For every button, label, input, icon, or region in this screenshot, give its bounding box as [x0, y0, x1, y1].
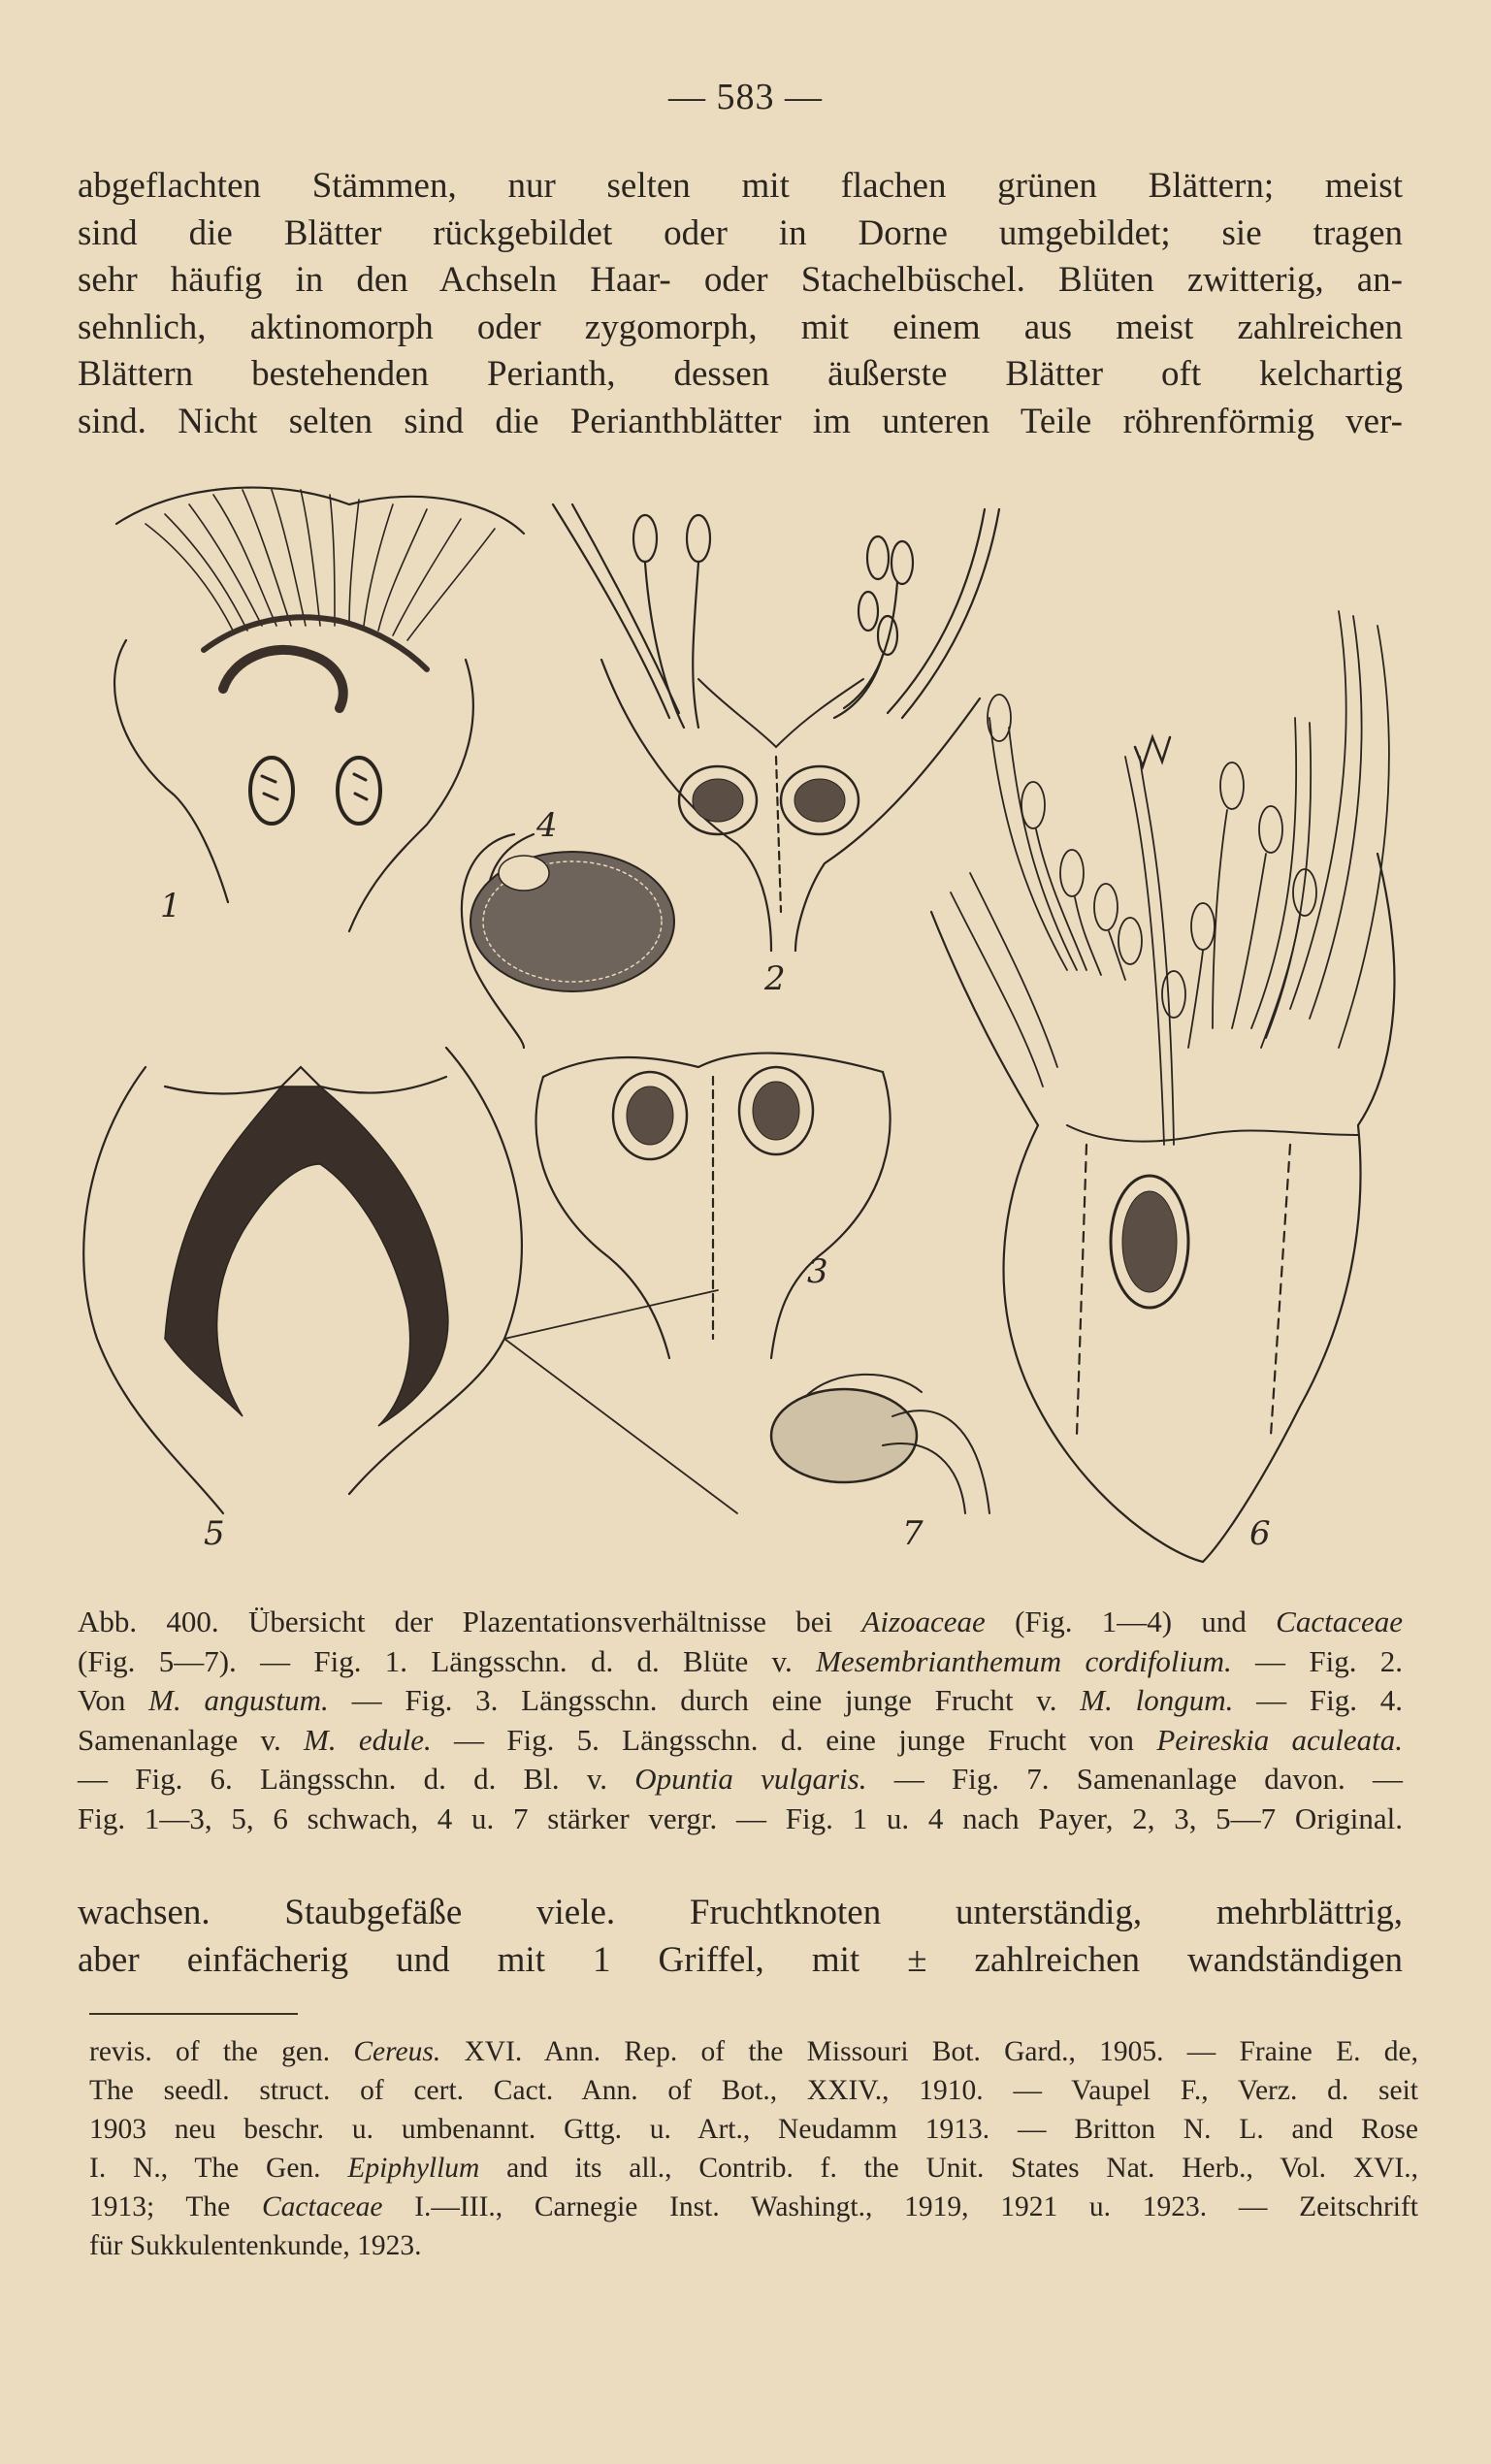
figure-caption [78, 1603, 1403, 1838]
fig-7-ovule [771, 1375, 989, 1513]
figure-label-1: 1 [160, 887, 181, 925]
caption-line: Fig. 1—3, 5, 6 schwach, 4 u. 7 stärker vergr. — Fig. 1 u. 4 nach Payer, 2, 3, 5—7 Original. [78, 1800, 1403, 1835]
footnote-line: The seedl. struct. of cert. Cact. Ann. of Bot., XXIV., 1910. — Vaupel F., Verz. d. seit [89, 2075, 1418, 2106]
figure-label-3: 3 [807, 1252, 828, 1291]
text-line: sehr häufig in den Achseln Haar- oder Stachelbüschel. Blüten zwitterig, an- [78, 260, 1403, 300]
fig-6-flower-section [931, 611, 1394, 1562]
figure-label-7: 7 [902, 1514, 924, 1553]
caption-line: — Fig. 6. Längsschn. d. d. Bl. v. Opuntia vulgaris. — Fig. 7. Samenanlage davon. — [78, 1762, 1403, 1796]
footnotes [89, 2032, 1418, 2265]
figure-label-4: 4 [536, 806, 558, 845]
text-line: Blättern bestehenden Perianth, dessen äußerste Blätter oft kelchartig [78, 354, 1403, 394]
text-line: aber einfächerig und mit 1 Griffel, mit ± zahlreichen wandständigen [78, 1939, 1403, 1980]
text-line: sehnlich, aktinomorph oder zygomorph, mit einem aus meist zahlreichen [78, 307, 1403, 347]
text-line: abgeflachten Stämmen, nur selten mit flachen grünen Blättern; meist [78, 166, 1403, 206]
figure-label-2: 2 [764, 959, 786, 998]
page-number: — 583 — [668, 77, 823, 117]
caption-line: Abb. 400. Übersicht der Plazentationsverhältnisse bei Aizoaceae (Fig. 1—4) und Cactaceae [78, 1605, 1403, 1638]
footnote-line: für Sukkulentenkunde, 1923. [89, 2230, 422, 2261]
fig-3-fruit-section [536, 1054, 891, 1358]
footnote-line: revis. of the gen. Cereus. XVI. Ann. Rep. of the Missouri Bot. Gard., 1905. — Fraine E. de, [89, 2036, 1418, 2067]
footnote-line: 1903 neu beschr. u. umbenannt. Gttg. u. Art., Neudamm 1913. — Britton N. L. and Rose [89, 2114, 1418, 2145]
text-line: sind die Blätter rückgebildet oder in Dorne umgebildet; sie tragen [78, 212, 1403, 253]
body-paragraph-bottom [78, 1890, 1403, 1984]
caption-line: Samenanlage v. M. edule. — Fig. 5. Längsschn. d. eine junge Frucht von Peireskia aculeata. [78, 1722, 1403, 1757]
figure-label-6: 6 [1249, 1514, 1271, 1553]
figure-label-5: 5 [204, 1514, 225, 1553]
fig-4-ovule [462, 834, 674, 1048]
footnote-divider [89, 2013, 298, 2015]
body-paragraph-top [78, 163, 1403, 445]
caption-line: (Fig. 5—7). — Fig. 1. Längsschn. d. d. Blüte v. Mesembrianthemum cordifolium. — Fig. 2. [78, 1643, 1403, 1678]
fig-1-flower-section [114, 488, 524, 931]
footnote-line: I. N., The Gen. Epiphyllum and its all., Contrib. f. the Unit. States Nat. Herb., Vol. XVI., [89, 2153, 1419, 2184]
caption-line: Von M. angustum. — Fig. 3. Längsschn. durch eine junge Frucht v. M. longum. — Fig. 4. [78, 1683, 1403, 1717]
text-line: sind. Nicht selten sind die Perianthblätter im unteren Teile röhrenförmig ver- [78, 401, 1403, 441]
footnote-line: 1913; The Cactaceae I.—III., Carnegie Inst. Washingt., 1919, 1921 u. 1923. — Zeitschrift [89, 2191, 1418, 2222]
text-line: wachsen. Staubgefäße viele. Fruchtknoten unterständig, mehrblättrig, [78, 1893, 1403, 1932]
botanical-figure [58, 466, 1436, 1581]
